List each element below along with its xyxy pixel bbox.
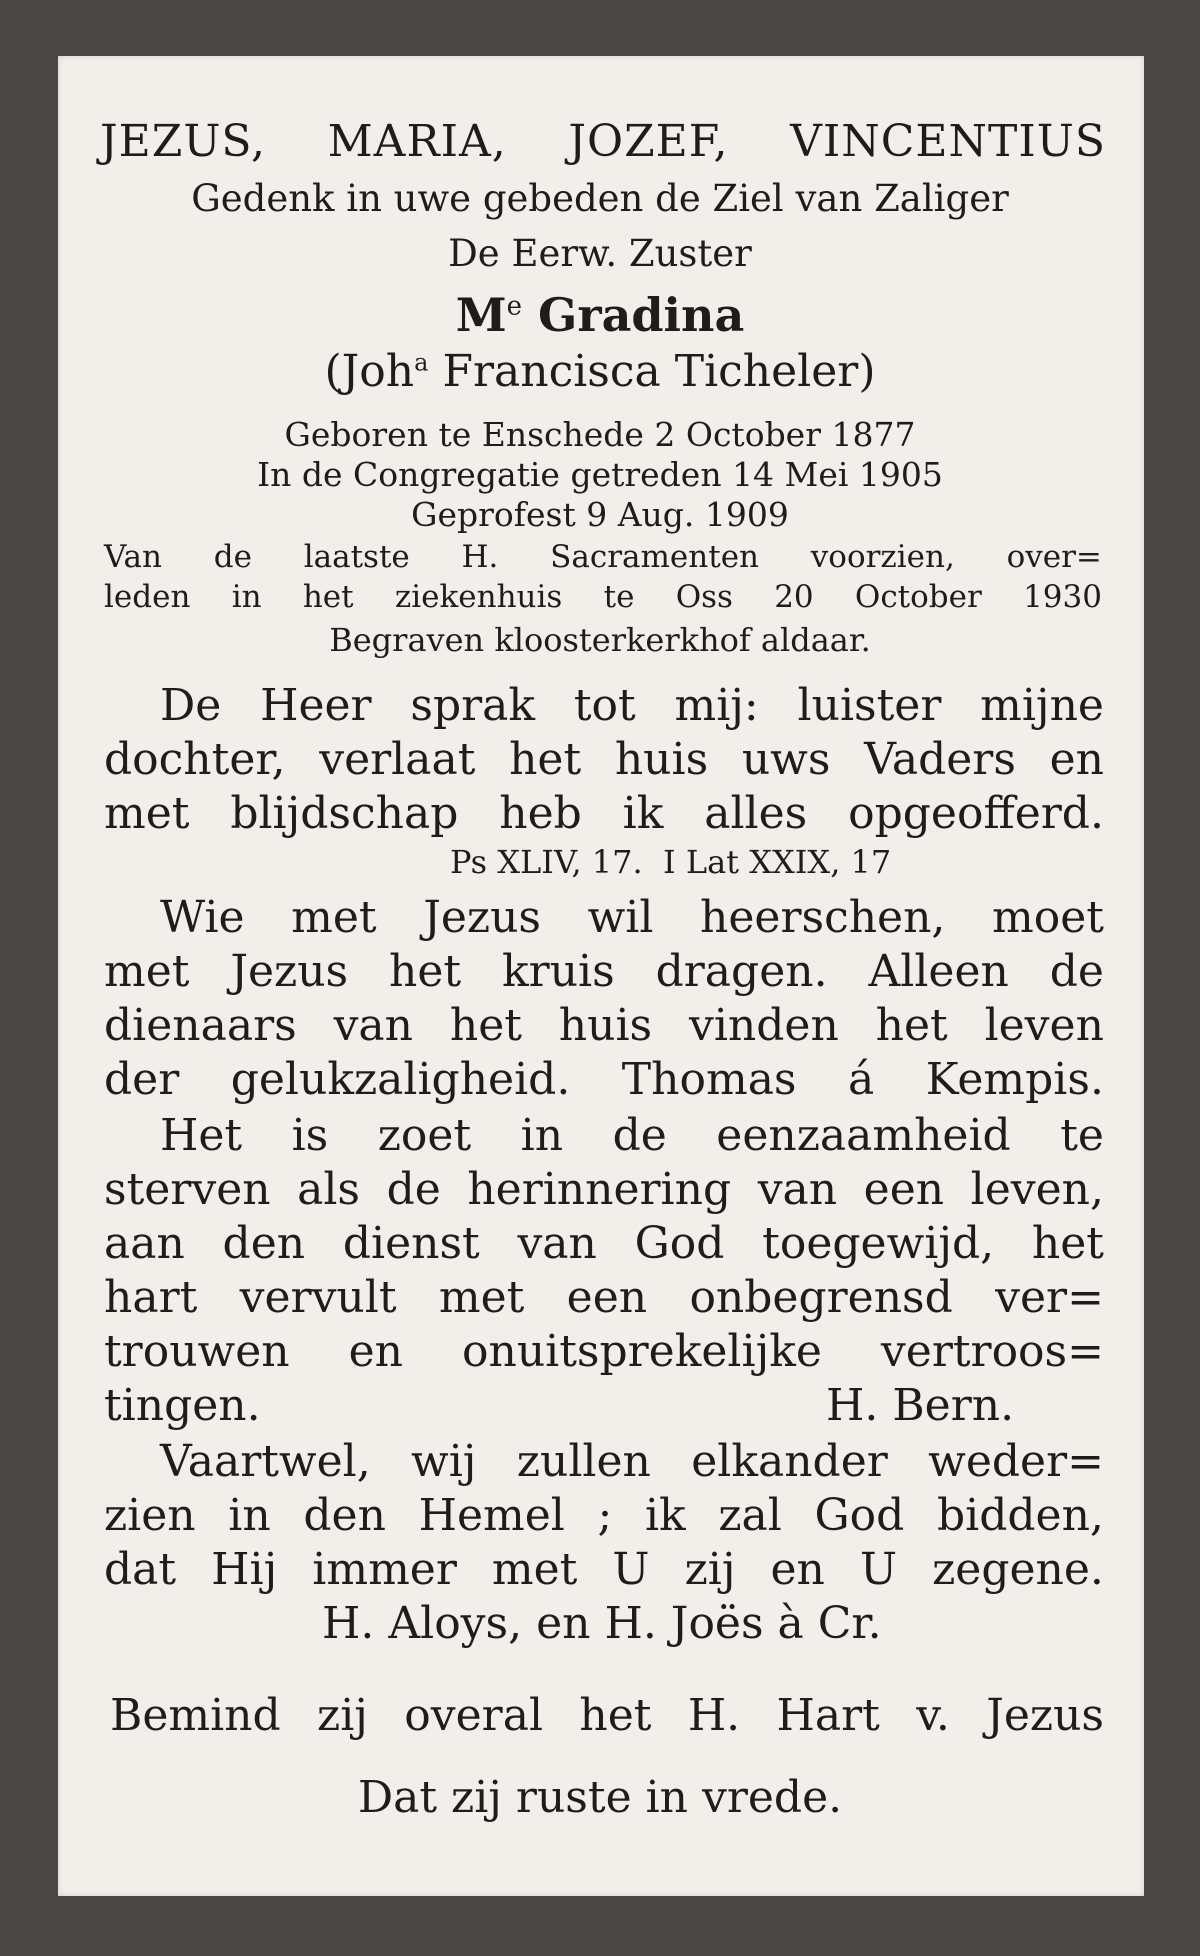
word: en: [348, 1326, 403, 1377]
word: sprak: [410, 680, 536, 731]
word: wil: [587, 892, 654, 943]
word: het: [449, 1000, 522, 1051]
word: leven: [984, 1000, 1104, 1051]
word: October: [854, 579, 982, 615]
word: zal: [718, 1490, 782, 1541]
civil-name: [0, 346, 1200, 397]
word: Sacramenten: [550, 539, 760, 575]
word: ;: [597, 1490, 613, 1541]
word: tot: [573, 680, 636, 731]
word: uws: [741, 734, 831, 785]
word: het: [1031, 1218, 1104, 1269]
word: met: [291, 892, 377, 943]
word: Heer: [260, 680, 372, 731]
word: in: [520, 1110, 564, 1161]
word: dragen.: [655, 946, 828, 997]
word: leden: [104, 579, 191, 615]
word: verlaat: [319, 734, 476, 785]
word: dienst: [342, 1218, 480, 1269]
header-saints: [100, 116, 1106, 167]
quote3-line-5: [104, 1326, 1104, 1377]
word: te: [603, 579, 635, 615]
word: weder=: [928, 1436, 1104, 1487]
word: onuitsprekelijke: [461, 1326, 822, 1377]
quote2-line-4: [104, 1054, 1104, 1105]
religious-name: [0, 288, 1200, 342]
word: van: [757, 1164, 838, 1215]
word: in: [231, 579, 262, 615]
word: Wie: [160, 892, 245, 943]
word: vertroos=: [880, 1326, 1104, 1377]
word: dochter,: [104, 734, 286, 785]
word: eenzaamheid: [716, 1110, 1011, 1161]
word: overal: [404, 1690, 544, 1741]
word: Hij: [211, 1544, 278, 1595]
quote3-line-3: [104, 1218, 1104, 1269]
word: aan: [104, 1218, 185, 1269]
word: U: [859, 1544, 898, 1595]
word: der: [104, 1054, 180, 1105]
word: zien: [104, 1490, 196, 1541]
word: mijne: [980, 680, 1104, 731]
word: VINCENTIUS: [790, 116, 1106, 167]
quote3-line-2: [104, 1164, 1104, 1215]
word: van: [517, 1218, 597, 1269]
quote1-line-3: [104, 788, 1104, 839]
quote4-source: H. Aloys, en H. Joës à Cr.: [322, 1598, 882, 1649]
word: met: [104, 788, 190, 839]
word: over=: [1006, 539, 1102, 575]
word: bidden,: [936, 1490, 1104, 1541]
word: ver=: [995, 1272, 1104, 1323]
buried-line: Begraven kloosterkerkhof aldaar.: [329, 621, 871, 659]
word: in: [228, 1490, 271, 1541]
name-sup: e: [506, 291, 523, 322]
word: Jezus: [423, 892, 542, 943]
word: Kempis.: [925, 1054, 1104, 1105]
word: dienaars: [104, 1000, 297, 1051]
word: huis: [614, 734, 709, 785]
word: onbegrensd: [689, 1272, 953, 1323]
word: te: [1060, 1110, 1104, 1161]
quote2-line-3: [104, 1000, 1104, 1051]
word: mij:: [674, 680, 759, 731]
word: met: [438, 1272, 525, 1323]
name-main: Gradina: [538, 288, 745, 342]
word: De: [160, 680, 222, 731]
word: voorzien,: [810, 539, 955, 575]
closing-line-2: Dat zij ruste in vrede.: [357, 1772, 843, 1823]
quote1-source: Ps XLIV, 17. I Lat XXIX, 17: [450, 843, 892, 881]
civil-rest: Francisca Ticheler): [428, 346, 876, 397]
civil-open: (Joh: [324, 346, 415, 397]
word: alles: [704, 788, 808, 839]
word: ik: [644, 1490, 686, 1541]
word: een: [566, 1272, 648, 1323]
word: sterven: [104, 1164, 271, 1215]
word: met: [491, 1544, 578, 1595]
word: herinnering: [467, 1164, 732, 1215]
quote1-line-1: [160, 680, 1104, 731]
entered-line: In de Congregatie getreden 14 Mei 1905: [257, 455, 943, 494]
quote2-line-1: [160, 892, 1104, 943]
quote2-line-2: [104, 946, 1104, 997]
word: luister: [797, 680, 942, 731]
title-sister: De Eerw. Zuster: [448, 232, 752, 275]
word: Van: [104, 539, 162, 575]
word: vinden: [688, 1000, 839, 1051]
word: H.: [461, 539, 499, 575]
word: kruis: [502, 946, 615, 997]
quote3-last-word: tingen.: [104, 1380, 261, 1431]
born-line: Geboren te Enschede 2 October 1877: [284, 415, 916, 454]
word: Vaders: [864, 734, 1016, 785]
name-prefix: M: [455, 288, 507, 342]
word: á: [847, 1054, 875, 1105]
word: God: [814, 1490, 905, 1541]
word: de: [1049, 946, 1104, 997]
professed-line: Geprofest 9 Aug. 1909: [411, 495, 789, 534]
word: Het: [160, 1110, 243, 1161]
death-line-2: [104, 579, 1102, 615]
word: Jezus: [986, 1690, 1104, 1741]
quote3-line-4: [104, 1272, 1104, 1323]
word: Hemel: [418, 1490, 565, 1541]
word: den: [303, 1490, 386, 1541]
word: God: [634, 1218, 725, 1269]
quote1-line-2: [104, 734, 1104, 785]
word: opgeofferd.: [848, 788, 1104, 839]
word: v.: [916, 1690, 950, 1741]
word: de: [213, 539, 252, 575]
word: het: [302, 579, 354, 615]
death-line-1: [104, 539, 1102, 575]
quote4-line-1: [160, 1436, 1104, 1487]
word: zullen: [516, 1436, 651, 1487]
word: leven,: [970, 1164, 1104, 1215]
word: MARIA,: [327, 116, 507, 167]
word: zoet: [377, 1110, 472, 1161]
word: Oss: [675, 579, 733, 615]
word: dat: [104, 1544, 177, 1595]
word: de: [386, 1164, 441, 1215]
word: wij: [411, 1436, 477, 1487]
word: vervult: [239, 1272, 397, 1323]
word: en: [770, 1544, 825, 1595]
civil-sup: a: [414, 348, 429, 377]
word: de: [612, 1110, 667, 1161]
word: ik: [622, 788, 664, 839]
word: Vaartwel,: [160, 1436, 371, 1487]
word: is: [291, 1110, 329, 1161]
word: hart: [104, 1272, 198, 1323]
word: Alleen: [868, 946, 1009, 997]
word: het: [389, 946, 462, 997]
word: het: [579, 1690, 652, 1741]
quote4-line-3: [104, 1544, 1104, 1595]
word: blijdschap: [230, 788, 459, 839]
word: H.: [687, 1690, 741, 1741]
word: heerschen,: [700, 892, 946, 943]
word: ziekenhuis: [394, 579, 563, 615]
word: een: [863, 1164, 945, 1215]
word: zegene.: [932, 1544, 1104, 1595]
word: zij: [317, 1690, 368, 1741]
word: zij: [684, 1544, 736, 1595]
word: van: [333, 1000, 413, 1051]
word: het: [509, 734, 582, 785]
word: den: [222, 1218, 306, 1269]
word: U: [612, 1544, 650, 1595]
word: met: [104, 946, 190, 997]
word: JOZEF,: [568, 116, 729, 167]
quote3-line-1: [160, 1110, 1104, 1161]
word: 1930: [1023, 579, 1102, 615]
word: als: [297, 1164, 361, 1215]
word: elkander: [691, 1436, 888, 1487]
word: immer: [312, 1544, 457, 1595]
quote4-line-2: [104, 1490, 1104, 1541]
word: Bemind: [110, 1690, 281, 1741]
word: gelukzaligheid.: [230, 1054, 571, 1105]
word: huis: [558, 1000, 653, 1051]
word: trouwen: [104, 1326, 290, 1377]
quote3-source: H. Bern.: [826, 1380, 1015, 1431]
word: moet: [992, 892, 1104, 943]
word: Hart: [776, 1690, 880, 1741]
word: laatste: [303, 539, 410, 575]
word: heb: [499, 788, 582, 839]
word: het: [875, 1000, 948, 1051]
word: toegewijd,: [762, 1218, 995, 1269]
word: JEZUS,: [100, 116, 266, 167]
closing-line-1: [110, 1690, 1104, 1741]
intro-line: Gedenk in uwe gebeden de Ziel van Zaliger: [191, 177, 1009, 220]
word: 20: [774, 579, 814, 615]
word: en: [1049, 734, 1104, 785]
word: Thomas: [621, 1054, 797, 1105]
word: Jezus: [230, 946, 349, 997]
